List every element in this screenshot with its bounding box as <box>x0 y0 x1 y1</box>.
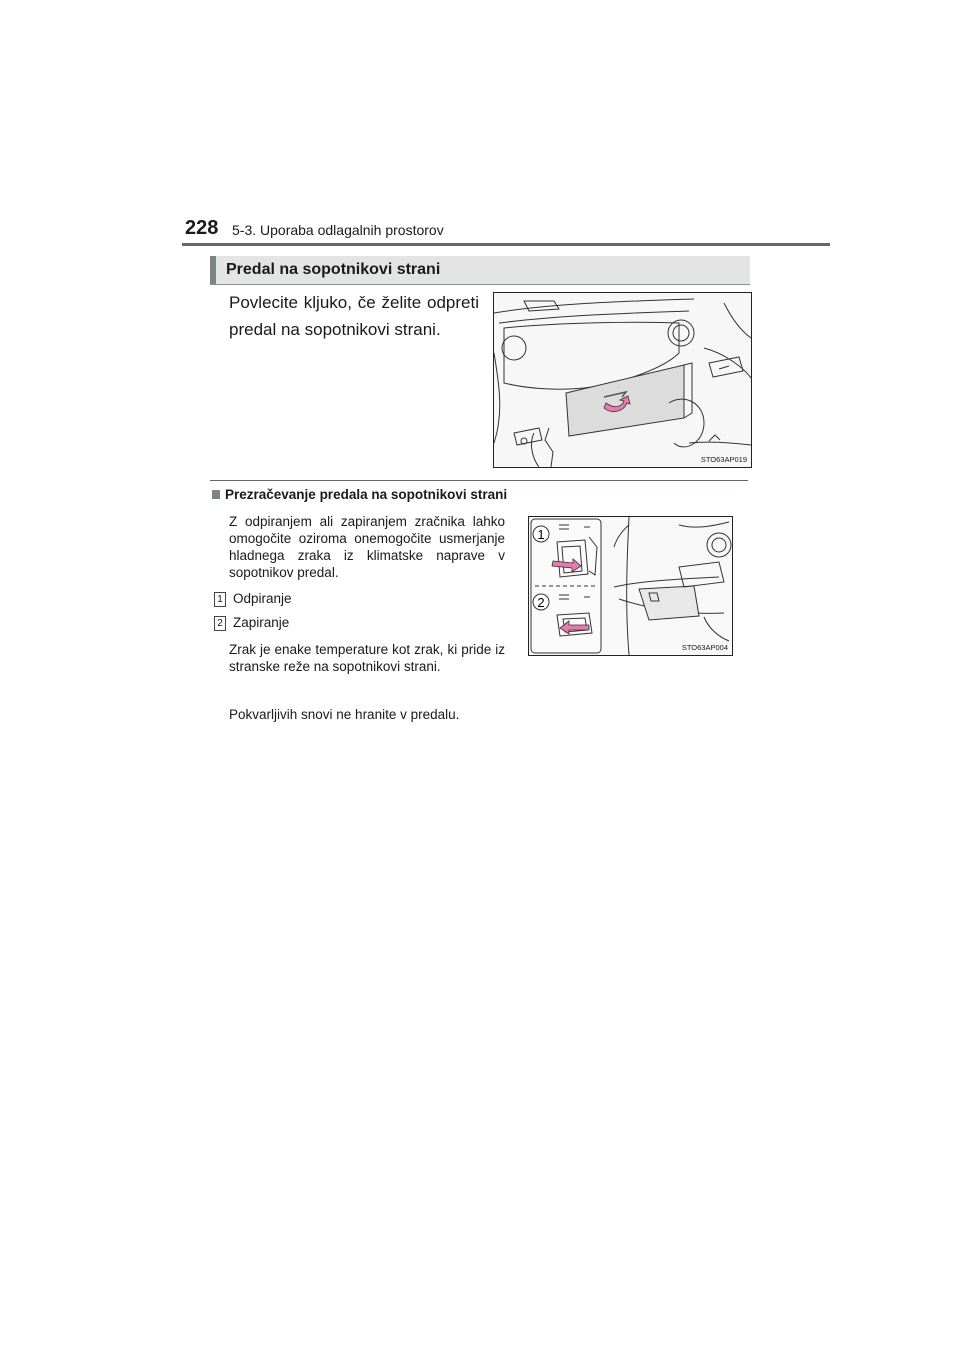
ventilation-paragraph: Z odpiranjem ali zapiranjem zračnika lahko omogočite oziroma onemogočite usmerjanje hladnega zraka iz klimatske naprave v sopotnikov predal. <box>229 514 505 580</box>
heading-accent <box>210 256 216 284</box>
callout-2: 2 <box>537 595 545 610</box>
section-divider <box>210 480 748 481</box>
figure1-caption: STO63AP019 <box>700 455 747 464</box>
section-reference: 5-3. Uporaba odlagalnih prostorov <box>232 222 444 238</box>
list-item-close <box>214 615 289 631</box>
list-item-label: Odpiranje <box>233 591 292 606</box>
section-heading-bar <box>210 256 750 284</box>
list-item-label: Zapiranje <box>233 615 290 630</box>
callout-1: 1 <box>537 527 545 542</box>
subsection-title: Prezračevanje predala na sopotnikovi strani <box>225 487 508 502</box>
list-item-open <box>214 591 292 607</box>
vent-illustration <box>528 516 733 656</box>
header-rule <box>182 243 830 246</box>
number-badge: 2 <box>214 616 226 631</box>
vent-drawing <box>529 517 732 655</box>
subsection-heading <box>212 487 507 502</box>
section-title: Predal na sopotnikovi strani <box>226 261 441 278</box>
intro-paragraph: Povlecite kljuko, če želite odpreti predal na sopotnikovi strani. <box>229 293 479 339</box>
glovebox-drawing <box>494 293 751 467</box>
number-badge: 1 <box>214 592 226 607</box>
square-bullet-icon <box>212 490 220 499</box>
page-number: 228 <box>185 217 219 239</box>
figure2-caption: STO63AP004 <box>681 643 728 652</box>
section-underline <box>210 284 750 285</box>
glovebox-illustration <box>493 292 752 468</box>
storage-warning: Pokvarljivih snovi ne hranite v predalu. <box>229 707 460 722</box>
temperature-note: Zrak je enake temperature kot zrak, ki pride iz stranske reže na sopotnikovi strani. <box>229 642 505 674</box>
